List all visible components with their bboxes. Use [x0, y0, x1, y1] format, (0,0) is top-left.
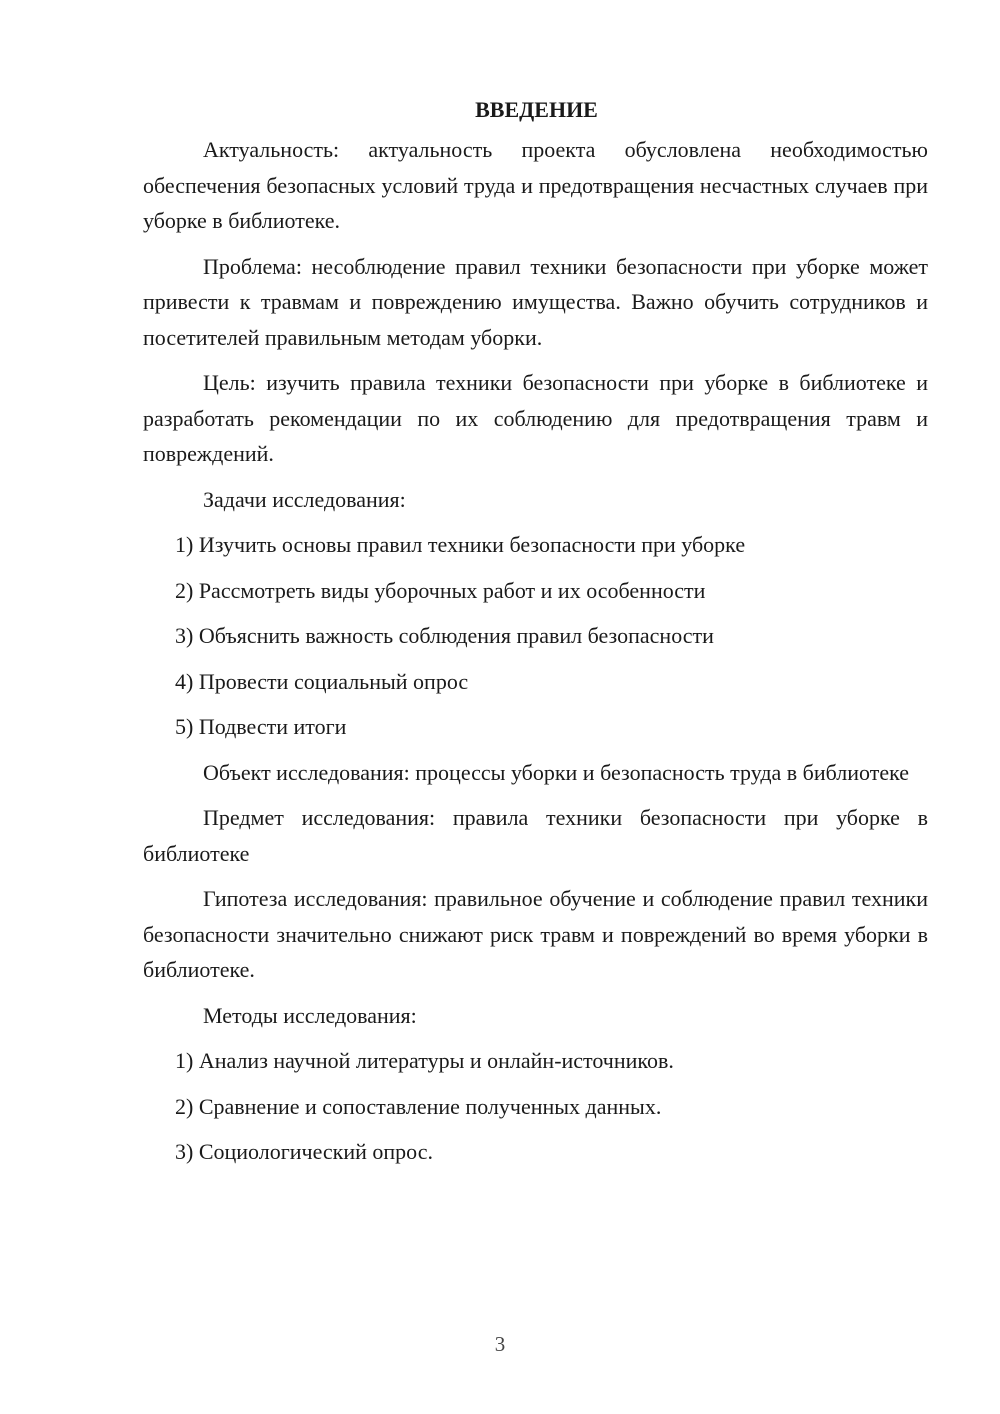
goal-paragraph: Цель: изучить правила техники безопасности при уборке в библиотеке и разработать рекомендации по их соблюдению для предотвращения травм и повреждений. — [143, 370, 928, 466]
relevance-paragraph: Актуальность: актуальность проекта обусловлена необходимостью обеспечения безопасных условий труда и предотвращения несчастных случаев при уборке в библиотеке. — [143, 137, 928, 233]
object-paragraph: Объект исследования: процессы уборки и безопасность труда в библиотеке — [203, 759, 910, 785]
section-title: ВВЕДЕНИЕ — [475, 97, 598, 122]
tasks-list — [143, 527, 928, 745]
methods-heading: Методы исследования: — [203, 1002, 417, 1028]
page-number: 3 — [494, 1332, 506, 1356]
task-item: 5) Подвести итоги — [175, 714, 347, 739]
hypothesis-paragraph: Гипотеза исследования: правильное обучение и соблюдение правил техники безопасности значительно снижают риск травм и повреждений во время уборки в библиотеке. — [143, 886, 928, 982]
document-page — [143, 92, 928, 1180]
task-item: 2) Рассмотреть виды уборочных работ и их особенности — [175, 577, 706, 603]
method-item: 3) Социологический опрос. — [175, 1139, 433, 1164]
problem-paragraph: Проблема: несоблюдение правил техники безопасности при уборке может привести к травмам и повреждению имущества. Важно обучить сотрудников и посетителей правильным методам уборки. — [143, 253, 928, 350]
methods-list — [143, 1043, 928, 1170]
task-item: 1) Изучить основы правил техники безопасности при уборке — [175, 532, 746, 557]
task-item: 3) Объяснить важность соблюдения правил безопасности — [175, 623, 714, 648]
method-item: 2) Сравнение и сопоставление полученных данных. — [175, 1093, 662, 1119]
subject-paragraph: Предмет исследования: правила техники безопасности при уборке в библиотеке — [143, 805, 928, 866]
task-item: 4) Провести социальный опрос — [175, 668, 469, 694]
method-item: 1) Анализ научной литературы и онлайн-источников. — [175, 1048, 674, 1073]
tasks-heading: Задачи исследования: — [203, 486, 406, 512]
